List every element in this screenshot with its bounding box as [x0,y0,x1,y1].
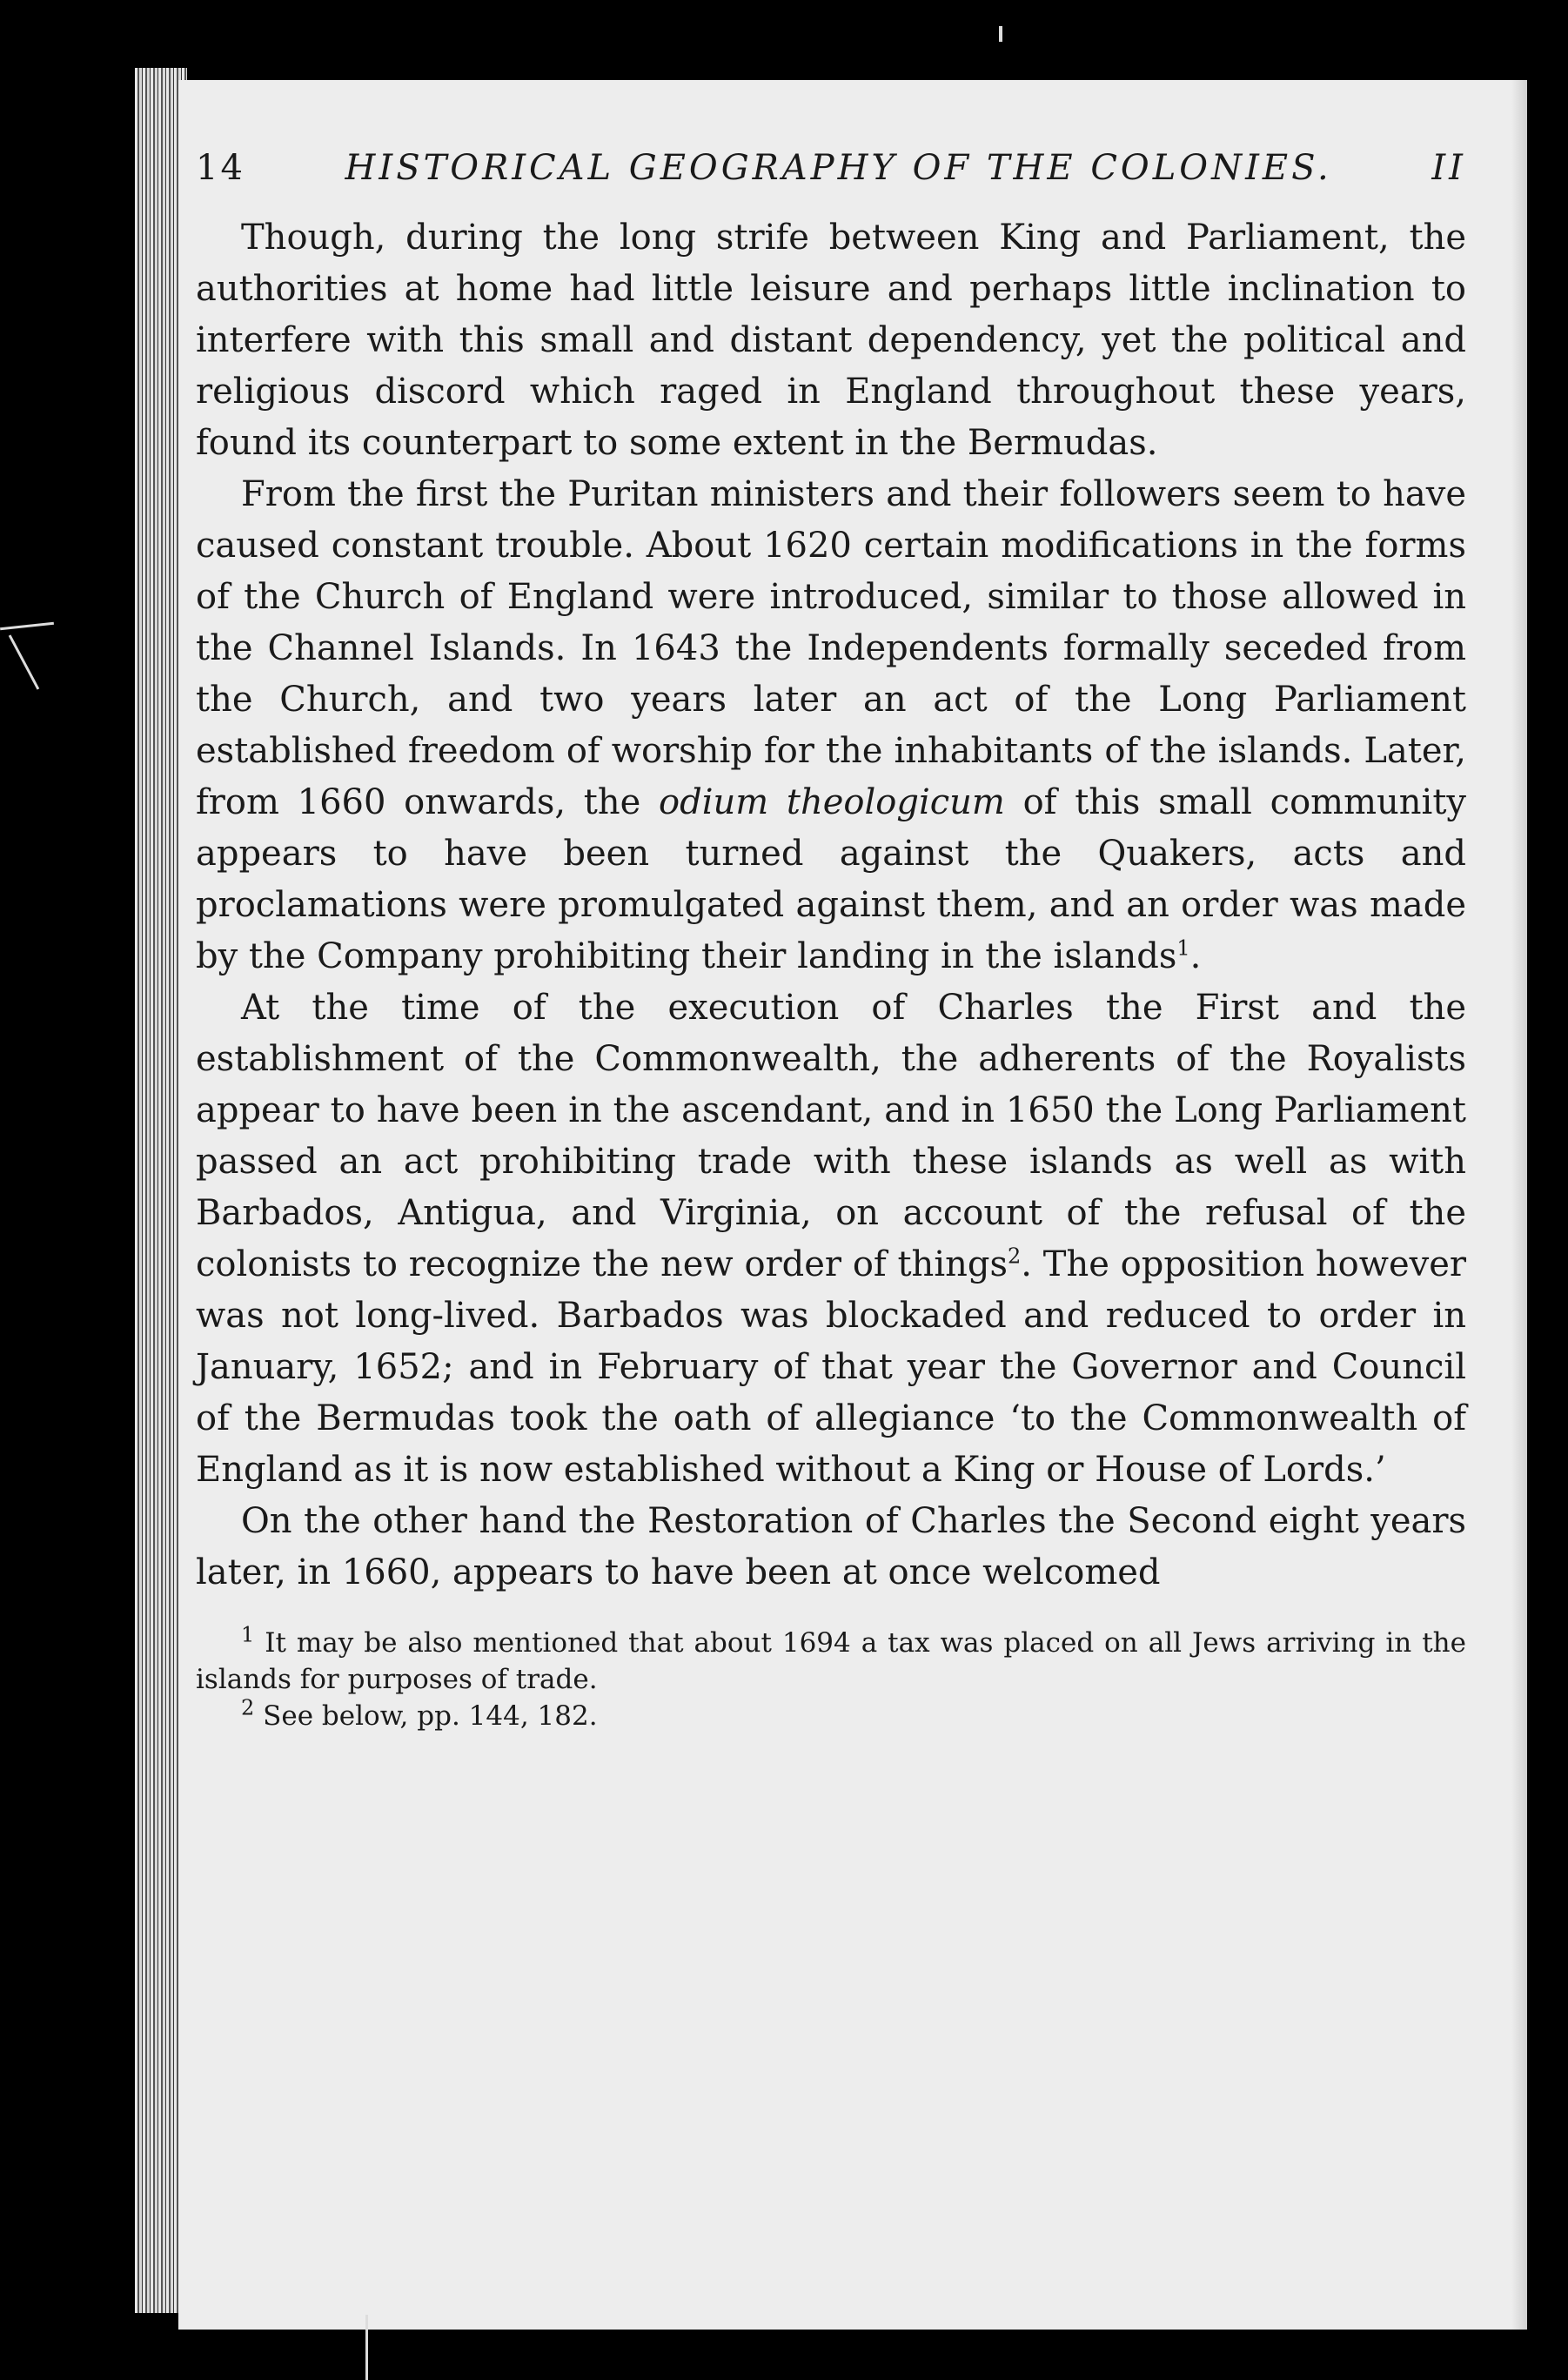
text-run: . [1189,936,1202,976]
paragraph: On the other hand the Restoration of Charles the Second eight years later, in 1660, appears to have been at once welcomed [196,1501,1466,1592]
text-run: . The opposition however was not long-lived. Barbados was blockaded and reduced to order in January, 1652; and in February of that year the Governor and Council of the Bermudas took the oath of allegiance ‘to the Commonwealth of England as it is now established without a King or House of Lords.’ [196,1244,1467,1490]
scan-artifact-line [365,2315,368,2380]
text-run: At the time of the execution of Charles the First and the establishment of the Commonwealth, the adherents of the Royalists appear to have been in the ascendant, and in 1650 the Long Parliament passed an act prohibiting trade with these islands as well as with Barbados, Antigua, and Virginia, on account of the refusal of the colonists to recognize the new order of things [196,988,1466,1284]
scan-artifact-line [9,634,40,689]
running-title: HISTORICAL GEOGRAPHY OF THE COLONIES. [345,148,1332,188]
footnotes [196,1622,1466,1734]
footnote-ref: 2 [1008,1244,1022,1269]
footnote-marker: 1 [241,1622,255,1647]
text-run: of this small community appears to have been turned against the Quakers, acts and proclamations were promulgated against them, and an order was made by the Company prohibiting their landing in the islands [196,782,1467,976]
footnote [196,1695,1466,1734]
paragraph [196,469,1466,982]
page-number: 14 [196,148,245,188]
scan-artifact-mark [999,26,1002,42]
page-content [196,148,1466,1734]
scan-artifact-line [0,622,54,630]
running-head [196,148,1466,188]
chapter-number: II [1431,148,1466,188]
body-text [196,212,1466,1599]
footnote-text: It may be also mentioned that about 1694 a tax was placed on all Jews arriving in the islands for purposes of trade. [196,1627,1466,1695]
footnote [196,1622,1466,1698]
text-run: From the first the Puritan ministers and their followers seem to have caused constant trouble. About 1620 certain modifications in the forms of the Church of England were introduced, similar to those allowed in the Channel Islands. In 1643 the Independents formally seceded from the Church, and two years later an act of the Long Parliament established freedom of worship for the inhabitants of the islands. Later, from 1660 onwards, the [196,474,1466,822]
page-shadow [1511,80,1527,2330]
footnote-text: See below, pp. 144, 182. [263,1700,598,1732]
paragraph [196,982,1466,1496]
italic-phrase: odium theologicum [659,782,1005,822]
paragraph: Though, during the long strife between King and Parliament, the authorities at home had little leisure and perhaps little inclination to interfere with this small and distant dependency, yet the political and religious discord which raged in England throughout these years, found its counterpart to some extent in the Bermudas. [196,218,1466,463]
footnote-ref: 1 [1176,935,1190,961]
footnote-marker: 2 [241,1695,255,1720]
